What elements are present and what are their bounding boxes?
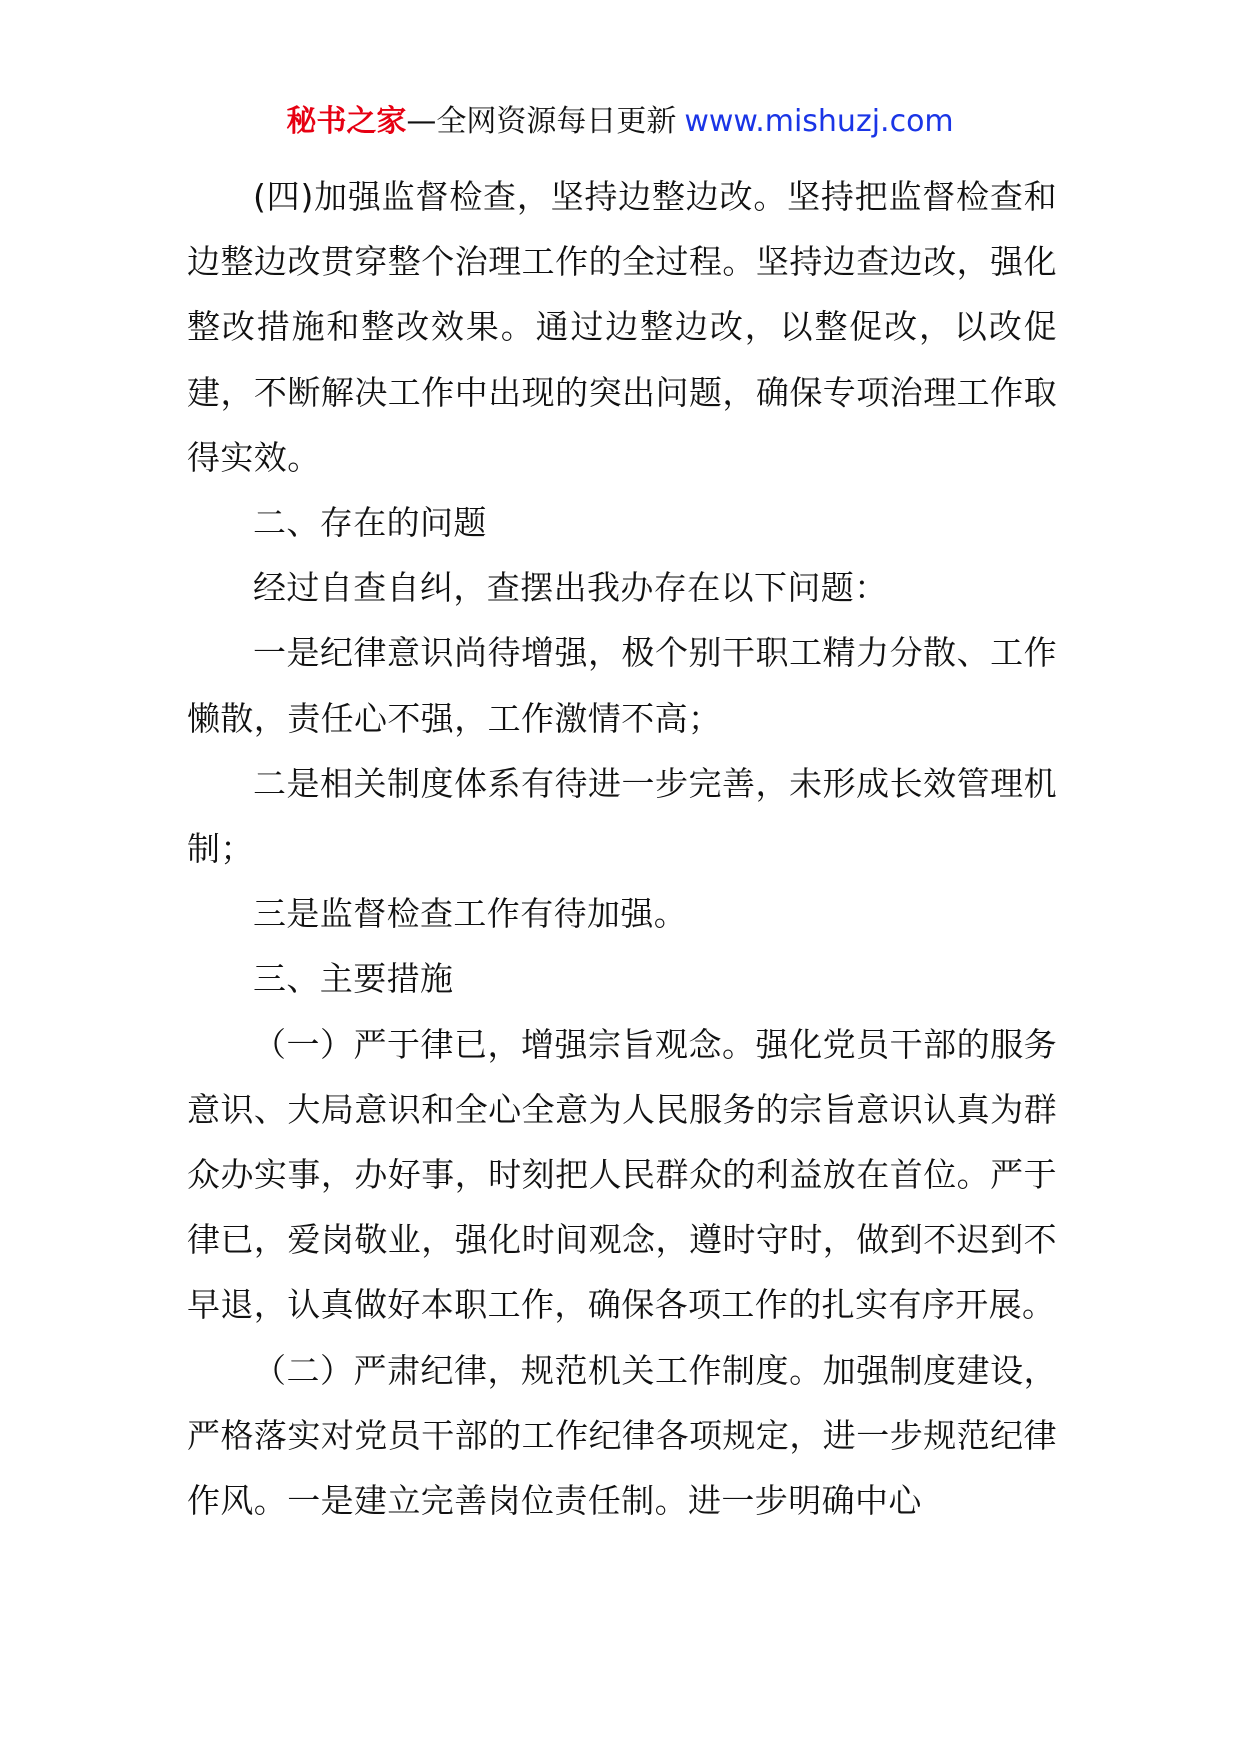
paragraph-supervision: (四)加强监督检查，坚持边整边改。坚持把监督检查和边整边改贯穿整个治理工作的全过程。坚持边查边改，强化整改措施和整改效果。通过边整边改，以整促改，以改促建，不断解决工作中出现的突出问题，确保专项治理工作取得实效。 — [187, 177, 1057, 477]
document-body — [187, 164, 1057, 1533]
paragraph-problems-intro: 经过自查自纠，查摆出我办存在以下问题： — [253, 568, 888, 608]
section-heading-measures: 三、主要措施 — [253, 959, 454, 999]
site-tagline: —全网资源每日更新 — [406, 104, 677, 139]
paragraph-measure-2: （二）严肃纪律，规范机关工作制度。加强制度建设，严格落实对党员干部的工作纪律各项规定，进一步规范纪律作风。一是建立完善岗位责任制。进一步明确中心 — [187, 1350, 1057, 1521]
site-brand: 秘书之家 — [286, 104, 407, 139]
paragraph-problem-3: 三是监督检查工作有待加强。 — [253, 894, 688, 934]
paragraph-problem-2: 二是相关制度体系有待进一步完善，未形成长效管理机制； — [187, 763, 1057, 869]
paragraph-problem-1: 一是纪律意识尚待增强，极个别干职工精力分散、工作懒散，责任心不强，工作激情不高； — [187, 633, 1057, 738]
page-header — [0, 100, 1240, 144]
section-heading-problems: 二、存在的问题 — [253, 503, 487, 543]
paragraph-measure-1: （一）严于律已，增强宗旨观念。强化党员干部的服务意识、大局意识和全心全意为人民服务的宗旨意识认真为群众办实事，办好事，时刻把人民群众的利益放在首位。严于律已，爱岗敬业，强化时间观念，遵时守时，做到不迟到不早退，认真做好本职工作，确保各项工作的扎实有序开展。 — [187, 1024, 1057, 1325]
site-url-link[interactable]: www.mishuzj.com — [684, 104, 954, 139]
